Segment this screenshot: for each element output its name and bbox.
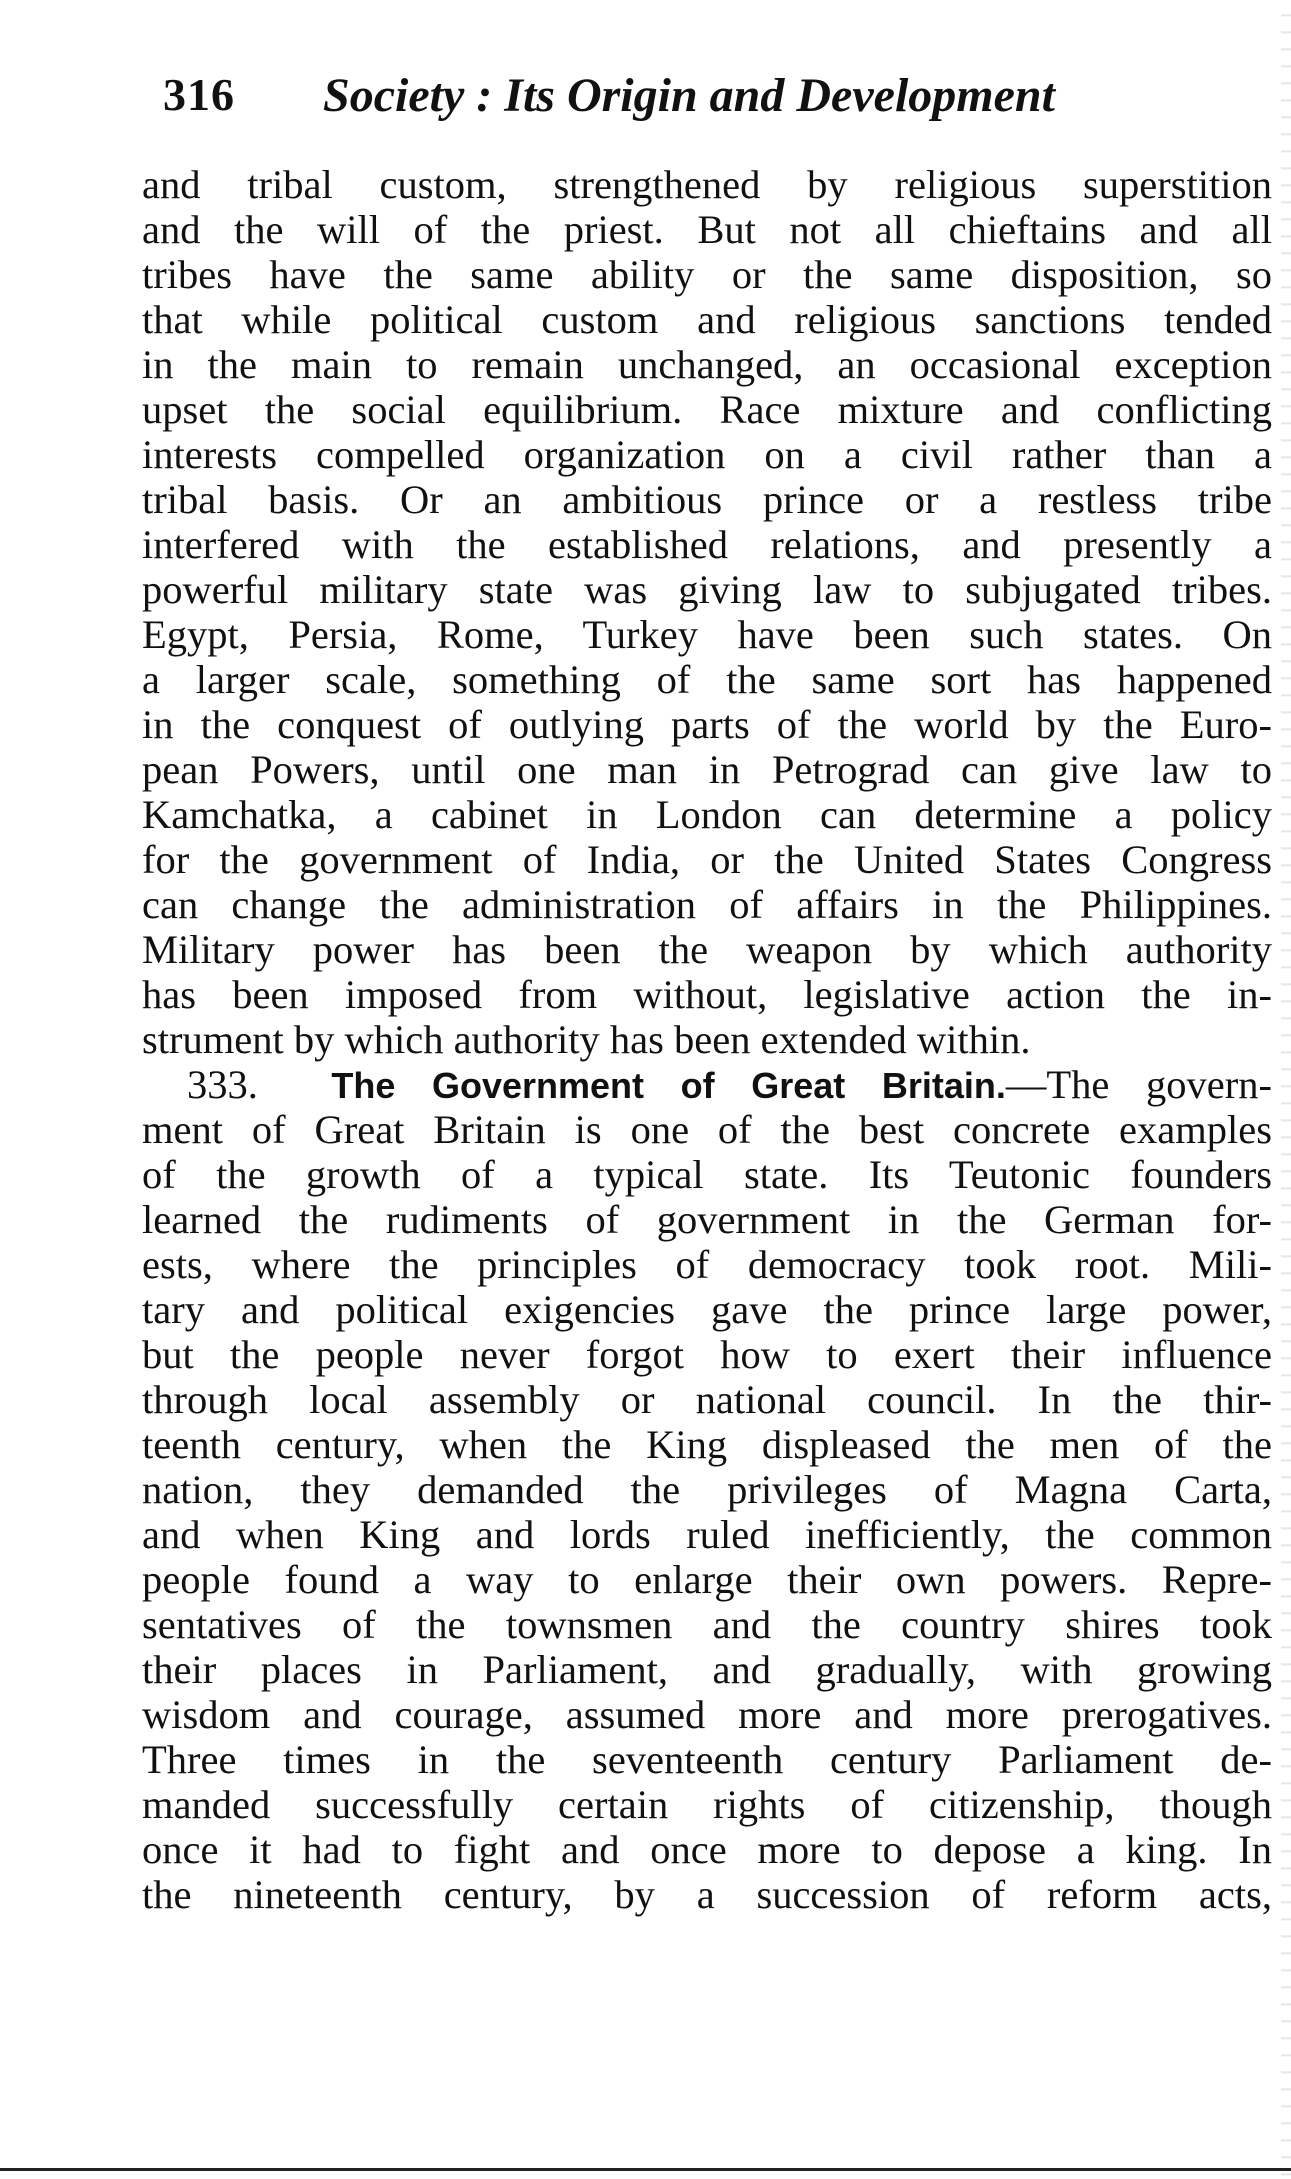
text-line: nation, they demanded the privileges of Magna Carta, bbox=[142, 1467, 1272, 1512]
text-line: and when King and lords ruled inefficiently, the common bbox=[142, 1512, 1272, 1557]
text-line: Kamchatka, a cabinet in London can determine a policy bbox=[142, 792, 1272, 837]
text-line: and tribal custom, strengthened by religious superstition bbox=[142, 162, 1272, 207]
text-line: can change the administration of affairs in the Philippines. bbox=[142, 882, 1272, 927]
text-line: strument by which authority has been extended within. bbox=[142, 1017, 1031, 1062]
text-line: their places in Parliament, and gradually, with growing bbox=[142, 1647, 1272, 1692]
text-line: Egypt, Persia, Rome, Turkey have been such states. On bbox=[142, 612, 1272, 657]
text-line: tribal basis. Or an ambitious prince or a restless tribe bbox=[142, 477, 1272, 522]
section-heading: The Government of Great Britain. bbox=[331, 1065, 1006, 1106]
scan-edge bbox=[1281, 0, 1291, 2179]
text-line: and the will of the priest. But not all chieftains and all bbox=[142, 207, 1272, 252]
text-line: learned the rudiments of government in the German for- bbox=[142, 1197, 1272, 1242]
section-first-line-rest: —The govern- bbox=[1005, 1062, 1273, 1107]
running-title: Society : Its Origin and Development bbox=[323, 69, 1055, 122]
text-line: ests, where the principles of democracy took root. Mili- bbox=[142, 1242, 1272, 1287]
text-line: pean Powers, until one man in Petrograd can give law to bbox=[142, 747, 1272, 792]
running-head bbox=[163, 64, 1283, 144]
text-line: a larger scale, something of the same sort has happened bbox=[142, 657, 1272, 702]
section-first-line bbox=[142, 1062, 1272, 1107]
text-line: the nineteenth century, by a succession of reform acts, bbox=[142, 1872, 1272, 1917]
text-line: powerful military state was giving law to subjugated tribes. bbox=[142, 567, 1272, 612]
text-line: Military power has been the weapon by which authority bbox=[142, 927, 1272, 972]
text-line: of the growth of a typical state. Its Teutonic founders bbox=[142, 1152, 1272, 1197]
text-line: once it had to fight and once more to depose a king. In bbox=[142, 1827, 1272, 1872]
text-line: Three times in the seventeenth century Parliament de- bbox=[142, 1737, 1272, 1782]
text-line: in the conquest of outlying parts of the world by the Euro- bbox=[142, 702, 1272, 747]
text-line: wisdom and courage, assumed more and more prerogatives. bbox=[142, 1692, 1272, 1737]
page-bottom-edge bbox=[0, 2168, 1291, 2171]
text-line: interests compelled organization on a civil rather than a bbox=[142, 432, 1272, 477]
text-line: tribes have the same ability or the same disposition, so bbox=[142, 252, 1272, 297]
text-line: through local assembly or national council. In the thir- bbox=[142, 1377, 1272, 1422]
text-line: has been imposed from without, legislative action the in- bbox=[142, 972, 1272, 1017]
page-number: 316 bbox=[163, 69, 235, 120]
text-line: upset the social equilibrium. Race mixture and conflicting bbox=[142, 387, 1272, 432]
text-line: ment of Great Britain is one of the best concrete examples bbox=[142, 1107, 1272, 1152]
text-line: manded successfully certain rights of citizenship, though bbox=[142, 1782, 1272, 1827]
text-line: but the people never forgot how to exert their influence bbox=[142, 1332, 1272, 1377]
body-text bbox=[142, 162, 1272, 1917]
text-line: teenth century, when the King displeased the men of the bbox=[142, 1422, 1272, 1467]
text-line: for the government of India, or the United States Congress bbox=[142, 837, 1272, 882]
text-line: tary and political exigencies gave the prince large power, bbox=[142, 1287, 1272, 1332]
text-line: people found a way to enlarge their own powers. Repre- bbox=[142, 1557, 1272, 1602]
text-line: in the main to remain unchanged, an occasional exception bbox=[142, 342, 1272, 387]
section-number: 333. bbox=[187, 1062, 258, 1107]
text-line: sentatives of the townsmen and the country shires took bbox=[142, 1602, 1272, 1647]
text-line: interfered with the established relations, and presently a bbox=[142, 522, 1272, 567]
text-line: that while political custom and religious sanctions tended bbox=[142, 297, 1272, 342]
